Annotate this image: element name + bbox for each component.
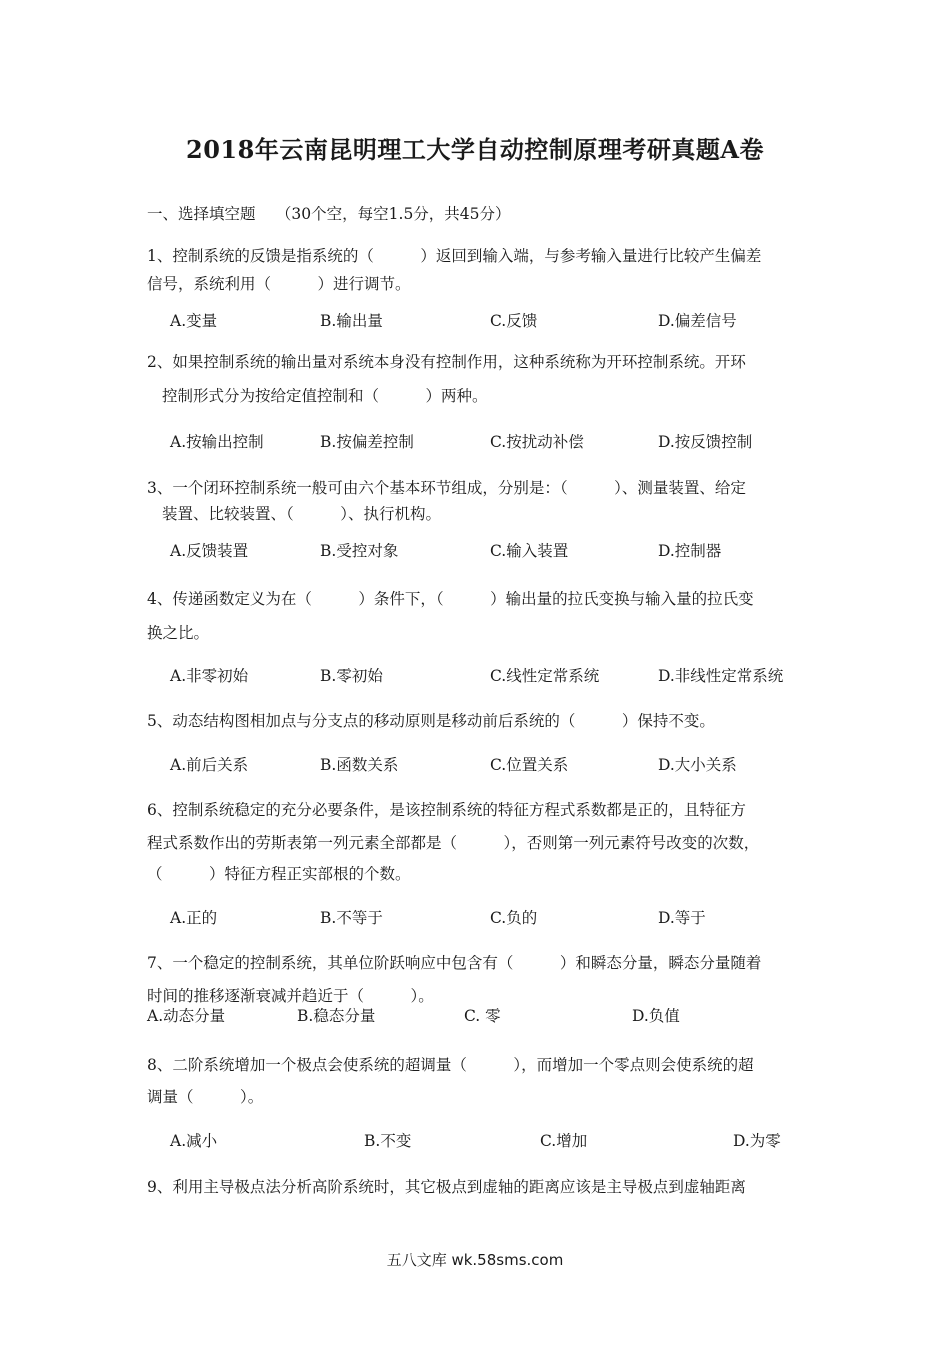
question-2-line: 2、如果控制系统的输出量对系统本身没有控制作用，这种系统称为开环控制系统。开环 xyxy=(147,353,746,371)
question-3-option: C.输入装置 xyxy=(490,542,569,560)
question-2-option: D.按反馈控制 xyxy=(658,433,753,451)
question-5-option: B.函数关系 xyxy=(320,756,399,774)
question-3-option: D.控制器 xyxy=(658,542,722,560)
question-4-option: A.非零初始 xyxy=(170,667,249,685)
question-8-option: B.不变 xyxy=(364,1132,412,1150)
question-1-option: B.输出量 xyxy=(320,312,383,330)
question-8-option: A.减小 xyxy=(170,1132,218,1150)
question-2-line: 控制形式分为按给定值控制和（ ）两种。 xyxy=(162,387,488,405)
question-3-option: A.反馈装置 xyxy=(170,542,249,560)
question-7-option: C. 零 xyxy=(464,1007,501,1025)
question-4-line: 换之比。 xyxy=(147,624,210,642)
question-5-option: C.位置关系 xyxy=(490,756,569,774)
question-6-option: D.等于 xyxy=(658,909,706,927)
question-1-option: A.变量 xyxy=(170,312,218,330)
question-6-line: 程式系数作出的劳斯表第一列元素全部都是（ ），否则第一列元素符号改变的次数， xyxy=(147,834,760,852)
question-1-line: 1、控制系统的反馈是指系统的（ ）返回到输入端，与参考输入量进行比较产生偏差 xyxy=(147,247,762,265)
question-8-option: D.为零 xyxy=(733,1132,781,1150)
question-3-line: 装置、比较装置、（ ）、执行机构。 xyxy=(162,505,442,523)
question-5-line: 5、动态结构图相加点与分支点的移动原则是移动前后系统的（ ）保持不变。 xyxy=(147,712,715,730)
question-6-option: C.负的 xyxy=(490,909,538,927)
question-8-line: 8、二阶系统增加一个极点会使系统的超调量（ ），而增加一个零点则会使系统的超 xyxy=(147,1056,754,1074)
question-7-line: 7、一个稳定的控制系统，其单位阶跃响应中包含有（ ）和瞬态分量，瞬态分量随着 xyxy=(147,954,762,972)
question-9-line: 9、利用主导极点法分析高阶系统时，其它极点到虚轴的距离应该是主导极点到虚轴距离 xyxy=(147,1178,746,1196)
question-1-option: C.反馈 xyxy=(490,312,538,330)
question-5-option: D.大小关系 xyxy=(658,756,737,774)
page-title: 2018年云南昆明理工大学自动控制原理考研真题A卷 xyxy=(186,135,764,164)
question-2-option: B.按偏差控制 xyxy=(320,433,414,451)
question-7-line: 时间的推移逐渐衰减并趋近于（ ）。 xyxy=(147,987,434,1005)
question-7-option: A.动态分量 xyxy=(147,1007,226,1025)
question-6-line: （ ）特征方程正实部根的个数。 xyxy=(147,865,411,883)
footer-watermark: 五八文库 wk.58sms.com xyxy=(386,1251,564,1269)
question-6-option: B.不等于 xyxy=(320,909,383,927)
question-3-line: 3、一个闭环控制系统一般可由六个基本环节组成，分别是：（ ）、测量装置、给定 xyxy=(147,479,746,497)
question-2-option: A.按输出控制 xyxy=(170,433,264,451)
question-6-line: 6、控制系统稳定的充分必要条件，是该控制系统的特征方程式系数都是正的，且特征方 xyxy=(147,801,746,819)
question-4-option: D.非线性定常系统 xyxy=(658,667,784,685)
question-3-option: B.受控对象 xyxy=(320,542,399,560)
question-5-option: A.前后关系 xyxy=(170,756,249,774)
question-8-line: 调量（ ）。 xyxy=(147,1088,264,1106)
question-2-option: C.按扰动补偿 xyxy=(490,433,584,451)
question-4-option: C.线性定常系统 xyxy=(490,667,600,685)
question-7-option: D.负值 xyxy=(632,1007,680,1025)
question-4-option: B.零初始 xyxy=(320,667,383,685)
question-1-option: D.偏差信号 xyxy=(658,312,737,330)
question-1-line: 信号，系统利用（ ）进行调节。 xyxy=(147,275,411,293)
question-8-option: C.增加 xyxy=(540,1132,588,1150)
question-7-option: B.稳态分量 xyxy=(297,1007,376,1025)
question-6-option: A.正的 xyxy=(170,909,218,927)
question-4-line: 4、传递函数定义为在（ ）条件下，（ ）输出量的拉氏变换与输入量的拉氏变 xyxy=(147,590,754,608)
section-heading: 一、选择填空题 （30个空，每空1.5分，共45分） xyxy=(147,205,511,223)
